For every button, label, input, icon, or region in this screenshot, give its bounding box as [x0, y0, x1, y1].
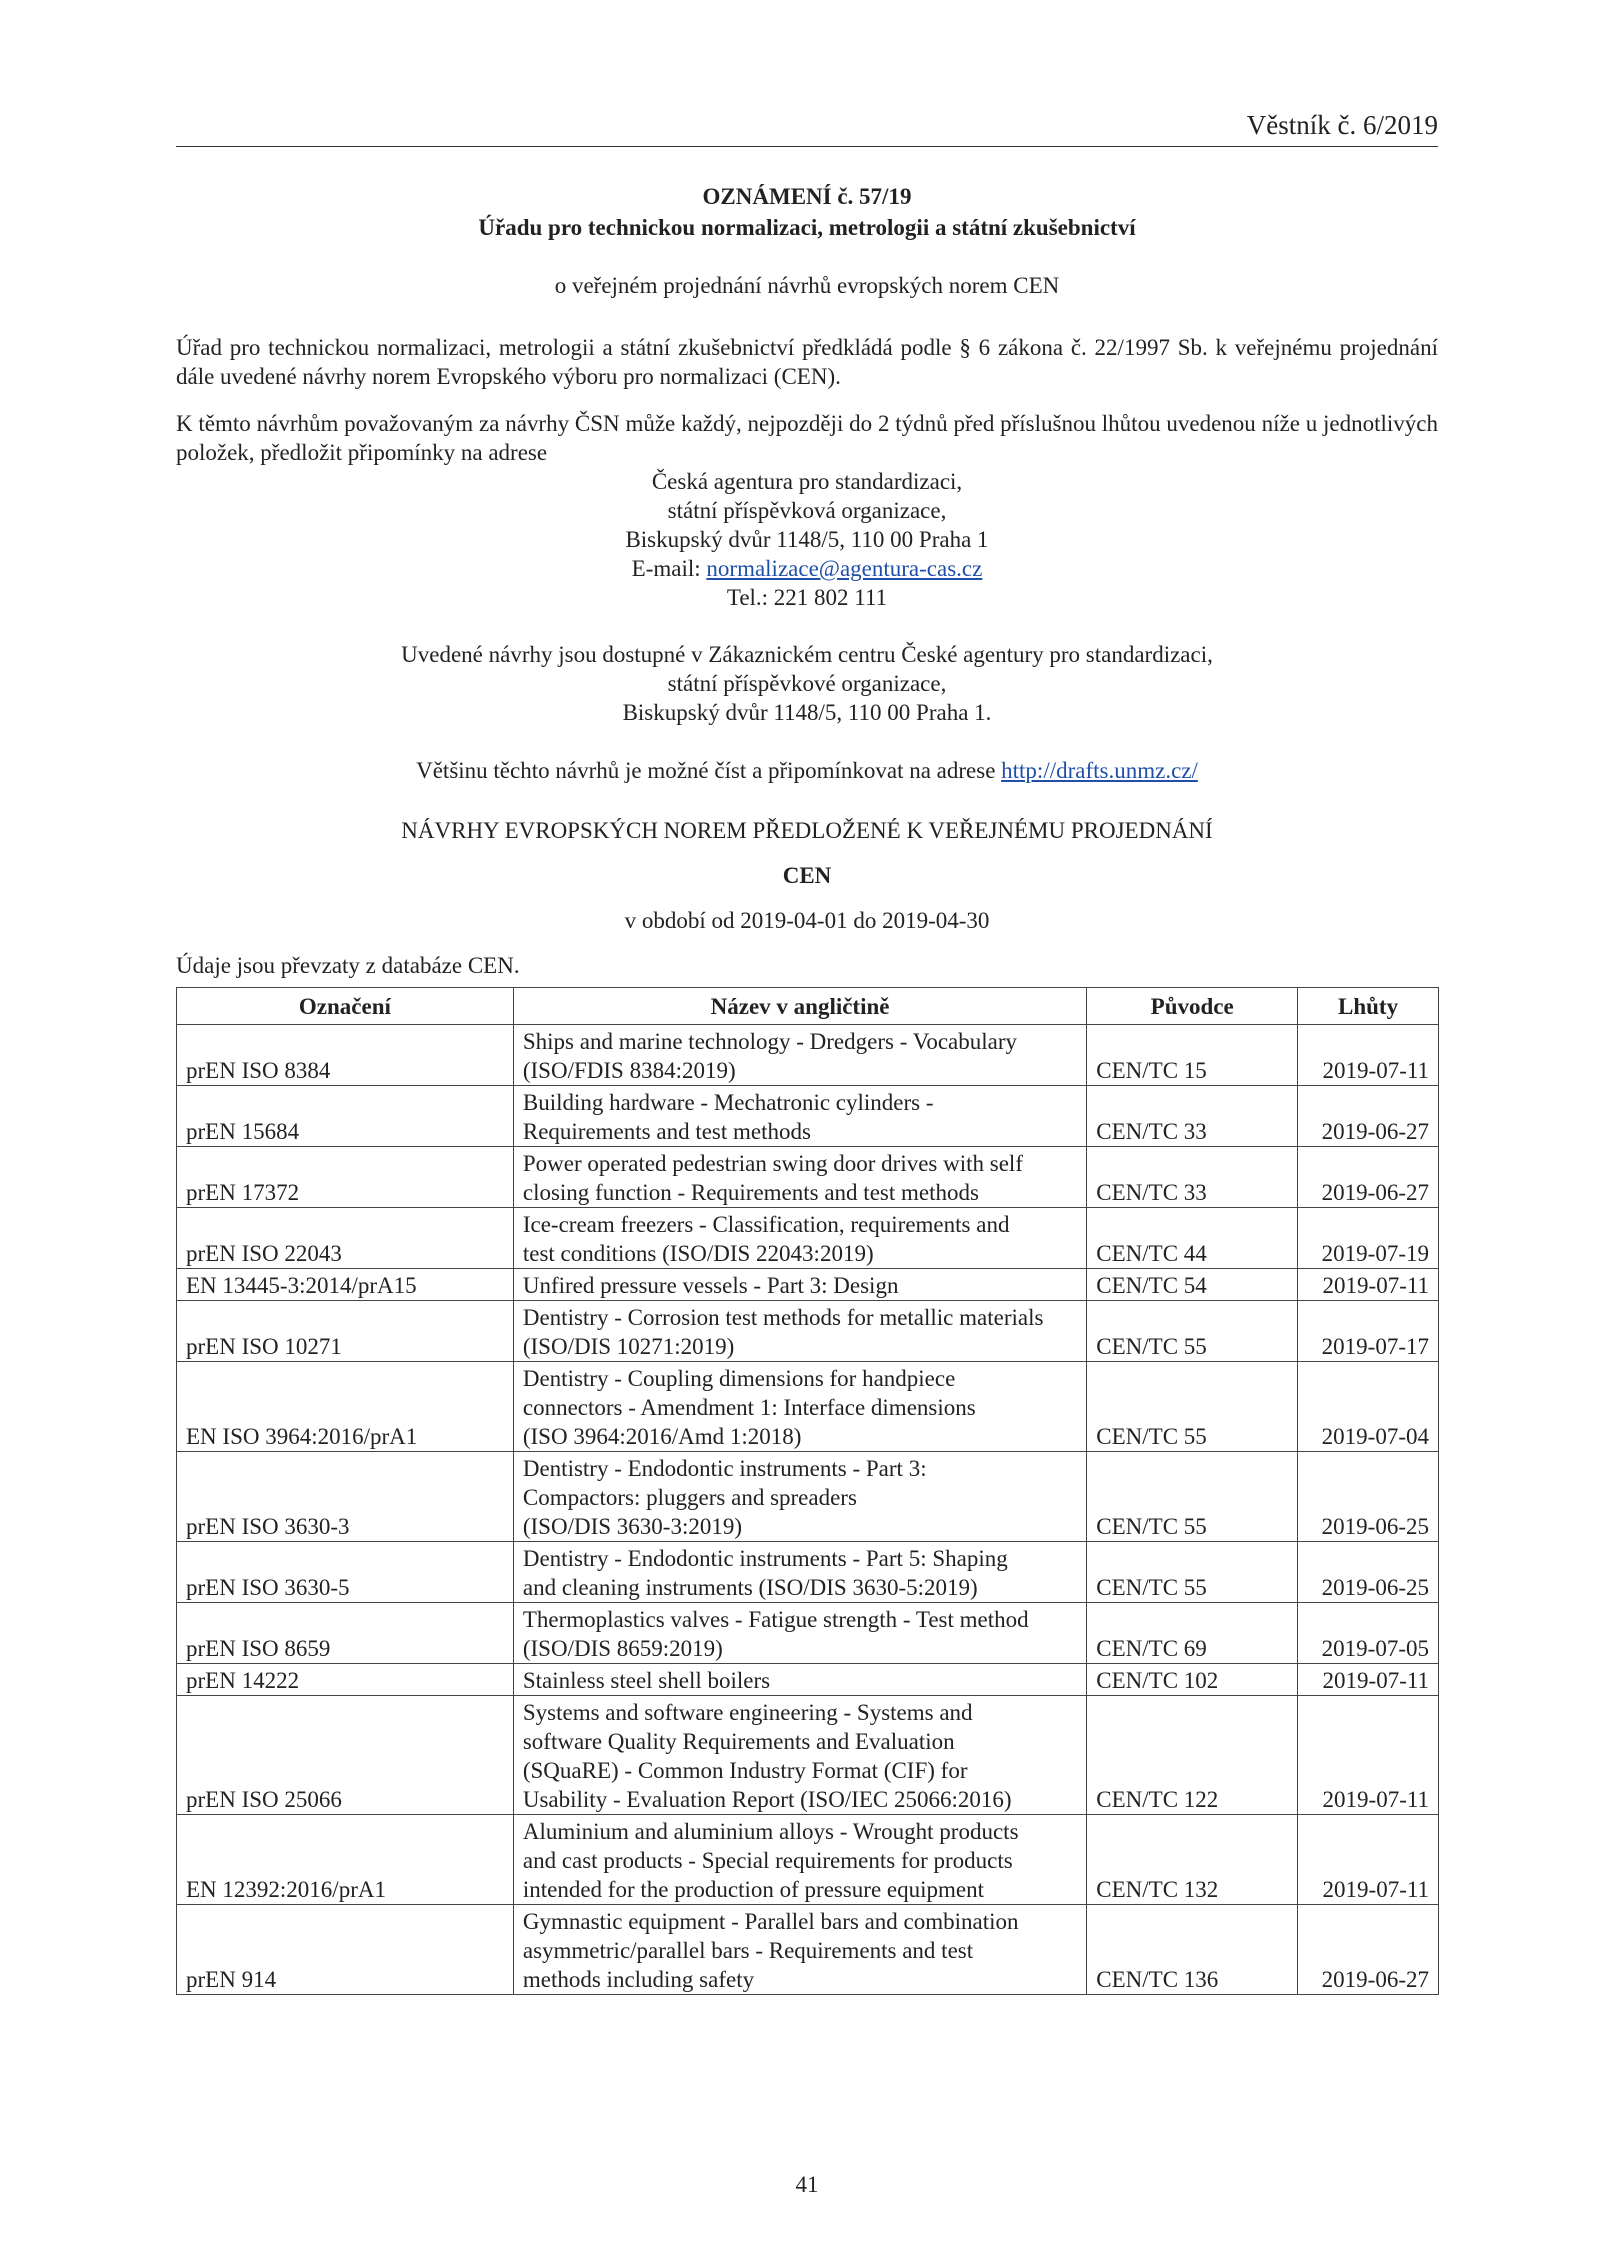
cell-originator: CEN/TC 44: [1087, 1208, 1298, 1269]
cell-title: Ships and marine technology - Dredgers - Vocabulary (ISO/FDIS 8384:2019): [513, 1025, 1086, 1086]
header-designation: Označení: [177, 988, 514, 1025]
cell-designation: prEN 17372: [177, 1147, 514, 1208]
cell-deadline: 2019-06-25: [1298, 1452, 1439, 1542]
period-label: v období od 2019-04-01 do 2019-04-30: [624, 908, 990, 933]
cell-originator: CEN/TC 136: [1087, 1905, 1298, 1995]
cell-originator: CEN/TC 69: [1087, 1603, 1298, 1664]
cell-title: Thermoplastics valves - Fatigue strength - Test method (ISO/DIS 8659:2019): [513, 1603, 1086, 1664]
cell-deadline: 2019-06-27: [1298, 1147, 1439, 1208]
table-row: [177, 1301, 1439, 1362]
table-row: [177, 1086, 1439, 1147]
comments-paragraph: K těmto návrhům považovaným za návrhy ČSN může každý, nejpozději do 2 týdnů před příslušnou lhůtou uvedenou níže u jednotlivých položek, předložit připomínky na adrese: [176, 411, 1438, 465]
cell-deadline: 2019-07-11: [1298, 1269, 1439, 1301]
page-number: 41: [795, 2172, 819, 2197]
cell-deadline: 2019-07-05: [1298, 1603, 1439, 1664]
norms-table: [176, 987, 1439, 1995]
table-row: [177, 1905, 1439, 1995]
cell-designation: prEN 14222: [177, 1664, 514, 1696]
cell-originator: CEN/TC 122: [1087, 1696, 1298, 1815]
cell-designation: prEN 15684: [177, 1086, 514, 1147]
table-row: [177, 1362, 1439, 1452]
cell-deadline: 2019-06-27: [1298, 1905, 1439, 1995]
agency-name: Česká agentura pro standardizaci,: [651, 469, 963, 494]
cell-title: Building hardware - Mechatronic cylinders - Requirements and test methods: [513, 1086, 1086, 1147]
cell-designation: prEN ISO 3630-5: [177, 1542, 514, 1603]
issuing-office: Úřadu pro technickou normalizaci, metrologii a státní zkušebnictví: [478, 215, 1136, 240]
cell-designation: prEN ISO 3630-3: [177, 1452, 514, 1542]
table-row: [177, 1269, 1439, 1301]
table-header-row: [177, 988, 1439, 1025]
cell-deadline: 2019-07-11: [1298, 1025, 1439, 1086]
cell-title: Dentistry - Coupling dimensions for handpiece connectors - Amendment 1: Interface dimensions (ISO 3964:2016/Amd 1:2018): [513, 1362, 1086, 1452]
cell-deadline: 2019-06-27: [1298, 1086, 1439, 1147]
cell-designation: prEN ISO 8384: [177, 1025, 514, 1086]
cell-title: Gymnastic equipment - Parallel bars and combination asymmetric/parallel bars - Requirements and test methods including safety: [513, 1905, 1086, 1995]
agency-address: [176, 467, 1438, 612]
cell-designation: prEN ISO 10271: [177, 1301, 514, 1362]
centre-type: státní příspěvkové organizace,: [667, 671, 947, 696]
table-row: [177, 1603, 1439, 1664]
cell-title: Stainless steel shell boilers: [513, 1664, 1086, 1696]
table-row: [177, 1664, 1439, 1696]
table-row: [177, 1208, 1439, 1269]
centre-street: Biskupský dvůr 1148/5, 110 00 Praha 1.: [622, 700, 992, 725]
cell-originator: CEN/TC 102: [1087, 1664, 1298, 1696]
agency-phone: Tel.: 221 802 111: [726, 585, 888, 610]
cell-title: Aluminium and aluminium alloys - Wrought products and cast products - Special requirements for products intended for the production of pressure equipment: [513, 1815, 1086, 1905]
organization-label: CEN: [782, 863, 832, 888]
email-link[interactable]: normalizace@agentura-cas.cz: [706, 556, 983, 581]
table-row: [177, 1025, 1439, 1086]
cell-originator: CEN/TC 55: [1087, 1542, 1298, 1603]
intro-paragraph: Úřad pro technickou normalizaci, metrologii a státní zkušebnictví předkládá podle § 6 zákona č. 22/1997 Sb. k veřejnému projednání dále uvedené návrhy norem Evropského výboru pro normalizaci (CEN).: [176, 335, 1438, 389]
cell-originator: CEN/TC 55: [1087, 1362, 1298, 1452]
email-label: E-mail:: [631, 556, 707, 581]
drafts-portal-text: Většinu těchto návrhů je možné číst a připomínkovat na adrese: [416, 758, 1002, 783]
cell-deadline: 2019-07-11: [1298, 1664, 1439, 1696]
cell-designation: EN 13445-3:2014/prA15: [177, 1269, 514, 1301]
cell-deadline: 2019-07-17: [1298, 1301, 1439, 1362]
header-deadline: Lhůty: [1298, 988, 1439, 1025]
table-row: [177, 1542, 1439, 1603]
cell-originator: CEN/TC 33: [1087, 1147, 1298, 1208]
cell-title: Dentistry - Endodontic instruments - Part 5: Shaping and cleaning instruments (ISO/DIS 3630-5:2019): [513, 1542, 1086, 1603]
journal-issue: Věstník č. 6/2019: [1246, 110, 1438, 140]
table-row: [177, 1452, 1439, 1542]
cell-title: Dentistry - Corrosion test methods for metallic materials (ISO/DIS 10271:2019): [513, 1301, 1086, 1362]
drafts-portal-line: [176, 756, 1438, 785]
cell-title: Power operated pedestrian swing door drives with self closing function - Requirements and test methods: [513, 1147, 1086, 1208]
announcement-subject: o veřejném projednání návrhů evropských norem CEN: [554, 273, 1060, 298]
cell-designation: prEN ISO 8659: [177, 1603, 514, 1664]
cell-title: Systems and software engineering - Systems and software Quality Requirements and Evaluation (SQuaRE) - Common Industry Format (CIF) for Usability - Evaluation Report (ISO/IEC 25066:2016): [513, 1696, 1086, 1815]
cell-designation: prEN ISO 25066: [177, 1696, 514, 1815]
announcement-number: OZNÁMENÍ č. 57/19: [702, 184, 912, 209]
section-heading: NÁVRHY EVROPSKÝCH NOREM PŘEDLOŽENÉ K VEŘEJNÉMU PROJEDNÁNÍ: [401, 818, 1213, 843]
page-header: [176, 110, 1438, 147]
header-originator: Původce: [1087, 988, 1298, 1025]
table-row: [177, 1147, 1439, 1208]
cell-originator: CEN/TC 55: [1087, 1452, 1298, 1542]
cell-originator: CEN/TC 55: [1087, 1301, 1298, 1362]
agency-street: Biskupský dvůr 1148/5, 110 00 Praha 1: [625, 527, 989, 552]
cell-title: Dentistry - Endodontic instruments - Part 3: Compactors: pluggers and spreaders (ISO/DIS 3630-3:2019): [513, 1452, 1086, 1542]
agency-type: státní příspěvková organizace,: [667, 498, 947, 523]
drafts-portal-link[interactable]: http://drafts.unmz.cz/: [1001, 758, 1198, 783]
cell-title: Ice-cream freezers - Classification, requirements and test conditions (ISO/DIS 22043:2019): [513, 1208, 1086, 1269]
cell-designation: EN 12392:2016/prA1: [177, 1815, 514, 1905]
cell-title: Unfired pressure vessels - Part 3: Design: [513, 1269, 1086, 1301]
header-english-title: Název v angličtině: [513, 988, 1086, 1025]
agency-email-line: [176, 554, 1438, 583]
cell-designation: prEN ISO 22043: [177, 1208, 514, 1269]
cell-designation: EN ISO 3964:2016/prA1: [177, 1362, 514, 1452]
cell-deadline: 2019-07-19: [1298, 1208, 1439, 1269]
cell-originator: CEN/TC 15: [1087, 1025, 1298, 1086]
cell-deadline: 2019-07-11: [1298, 1696, 1439, 1815]
source-note: Údaje jsou převzaty z databáze CEN.: [176, 953, 520, 978]
cell-designation: prEN 914: [177, 1905, 514, 1995]
cell-deadline: 2019-06-25: [1298, 1542, 1439, 1603]
table-row: [177, 1696, 1439, 1815]
customer-centre-address: [176, 640, 1438, 727]
table-body: [177, 1025, 1439, 1995]
cell-deadline: 2019-07-11: [1298, 1815, 1439, 1905]
cell-originator: CEN/TC 33: [1087, 1086, 1298, 1147]
cell-deadline: 2019-07-04: [1298, 1362, 1439, 1452]
availability-text: Uvedené návrhy jsou dostupné v Zákaznickém centru České agentury pro standardizaci,: [401, 642, 1213, 667]
cell-originator: CEN/TC 54: [1087, 1269, 1298, 1301]
table-row: [177, 1815, 1439, 1905]
cell-originator: CEN/TC 132: [1087, 1815, 1298, 1905]
